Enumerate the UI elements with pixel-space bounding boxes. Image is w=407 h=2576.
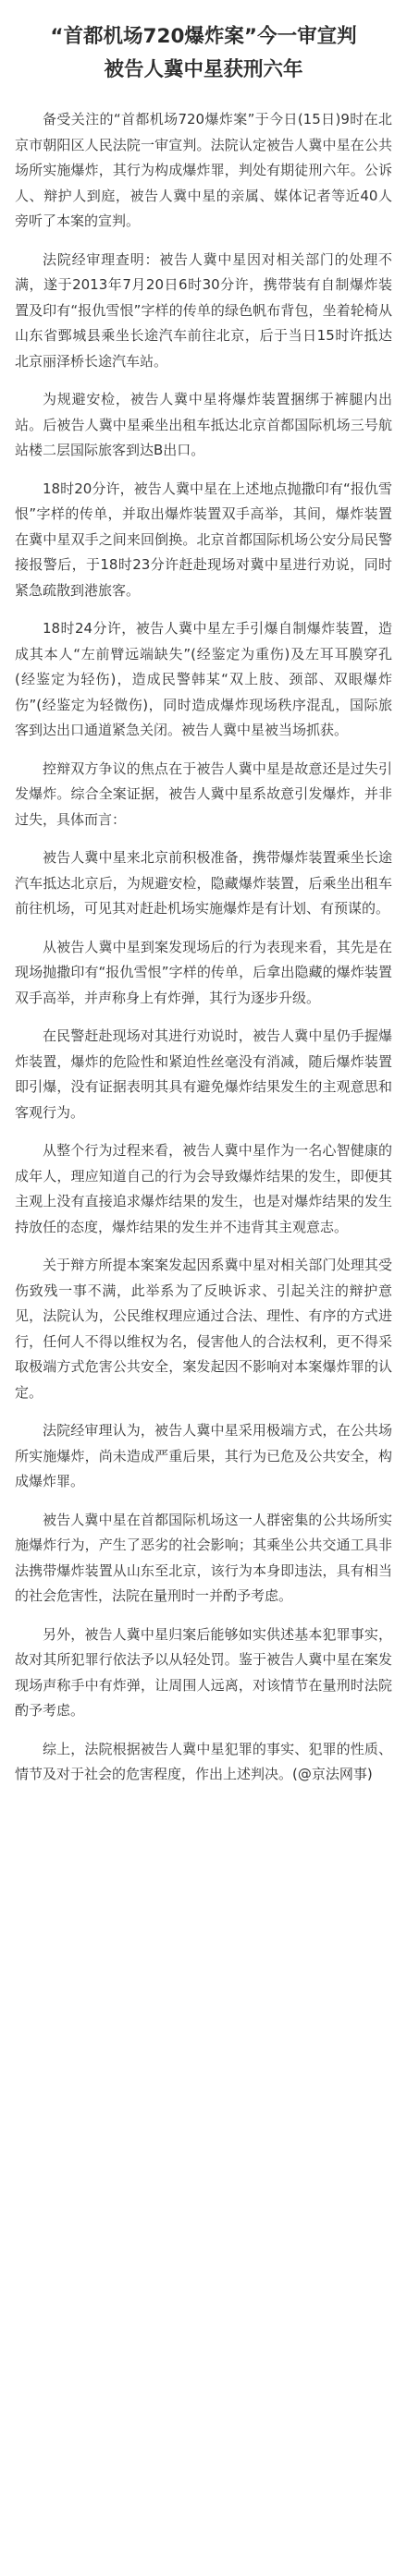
paragraph-1824: 18时24分许，被告人冀中星左手引爆自制爆炸装置，造成其本人“左前臂远端缺失”(经鉴定为重伤)及左耳耳膜穿孔(经鉴定为轻伤)，造成民警韩某“双上肢、颈部、双眼爆炸伤”(经鉴定为轻微伤)，同时造成爆炸现场秩序混乱，国际旅客到达出口通道紧急关闭。被告人冀中星被当场抓获。 (15, 620, 392, 738)
article-title-line-2: 被告人冀中星获刑六年 (104, 58, 303, 81)
paragraph-security: 为规避安检，被告人冀中星将爆炸装置捆绑于裤腿内出站。后被告人冀中星乘坐出租车抵达北京首都国际机场三号航站楼二层国际旅客到达B出口。 (15, 391, 392, 458)
article-title-line-1: “首都机场720爆炸案”今一审宣判 (50, 25, 357, 48)
paragraph-1820: 18时20分许，被告人冀中星在上述地点抛撒印有“报仇雪恨”字样的传单，并取出爆炸装置双手高举，其间，爆炸装置在冀中星双手之间来回倒换。北京首都国际机场公安分局民警接报警后，于18时23分许赶赴现场对冀中星进行劝说，同时紧急疏散到港旅客。 (15, 480, 392, 599)
paragraph-facts: 法院经审理查明：被告人冀中星因对相关部门的处理不满，遂于2013年7月20日6时30分许，携带装有自制爆炸装置及印有“报仇雪恨”字样的传单的绿色帆布背包，坐着轮椅从山东省鄄城县乘坐长途汽车前往北京，后于当日15时许抵达北京丽泽桥长途汽车站。 (15, 250, 392, 370)
paragraph-intent: 从整个行为过程来看，被告人冀中星作为一名心智健康的成年人，理应知道自己的行为会导致爆炸结果的发生，即便其主观上没有直接追求爆炸结果的发生，也是对爆炸结果的发生持放任的态度，爆炸结果的发生并不违背其主观意志。 (15, 1142, 392, 1235)
paragraph-ruling: 法院经审理认为，被告人冀中星采用极端方式，在公共场所实施爆炸，尚未造成严重后果，其行为已危及公共安全，构成爆炸罪。 (15, 1422, 392, 1489)
paragraph-behavior: 从被告人冀中星到案发现场后的行为表现来看，其先是在现场抛撒印有“报仇雪恨”字样的传单，后拿出隐藏的爆炸装置双手高举，并声称身上有炸弹，其行为逐步升级。 (15, 938, 392, 1006)
paragraph-preparation: 被告人冀中星来北京前积极准备，携带爆炸装置乘坐长途汽车抵达北京后，为规避安检，隐藏爆炸装置，后乘坐出租车前往机场，可见其对赶赴机场实施爆炸是有计划、有预谋的。 (15, 849, 392, 917)
article-body (15, 107, 392, 1788)
paragraph-dispute: 控辩双方争议的焦点在于被告人冀中星是故意还是过失引发爆炸。综合全案证据，被告人冀中星系故意引发爆炸，并非过失，具体而言： (15, 759, 392, 828)
paragraph-intro: 备受关注的“首都机场720爆炸案”于今日(15日)9时在北京市朝阳区人民法院一审宣判。法院认定被告人冀中星在公共场所实施爆炸，其行为构成爆炸罪，判处有期徒刑六年。公诉人、辩护人到庭，被告人冀中星的亲属、媒体记者等近40人旁听了本案的宣判。 (15, 111, 392, 229)
paragraph-defense: 关于辩方所提本案案发起因系冀中星对相关部门处理其受伤致残一事不满，此举系为了反映诉求、引起关注的辩护意见，法院认为，公民维权理应通过合法、理性、有序的方式进行，任何人不得以维权为名，侵害他人的合法权利，更不得采取极端方式危害公共安全，案发起因不影响对本案爆炸罪的认定。 (15, 1257, 392, 1401)
article-title (15, 20, 392, 87)
paragraph-conclusion: 综上，法院根据被告人冀中星犯罪的事实、犯罪的性质、情节及对于社会的危害程度，作出上述判决。(@京法网事) (15, 1740, 392, 1782)
paragraph-leniency: 另外，被告人冀中星归案后能够如实供述基本犯罪事实，故对其所犯罪行依法予以从轻处罚。鉴于被告人冀中星在案发现场声称手中有炸弹，让周围人远离，对该情节在量刑时法院酌予考虑。 (15, 1625, 392, 1719)
paragraph-impact: 被告人冀中星在首都国际机场这一人群密集的公共场所实施爆炸行为，产生了恶劣的社会影响；其乘坐公共交通工具非法携带爆炸装置从山东至北京，该行为本身即违法，具有相当的社会危害性，法院在量刑时一并酌予考虑。 (15, 1511, 392, 1604)
paragraph-police: 在民警赶赴现场对其进行劝说时，被告人冀中星仍手握爆炸装置，爆炸的危险性和紧迫性丝毫没有消减，随后爆炸装置即引爆，没有证据表明其具有避免爆炸结果发生的主观意思和客观行为。 (15, 1027, 392, 1121)
